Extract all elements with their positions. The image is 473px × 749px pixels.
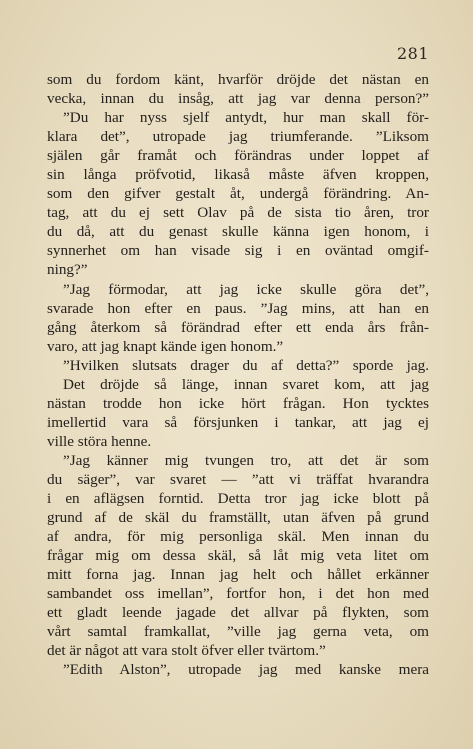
text-line: tag, att du ej sett Olav på de sista tio åren, tror [47, 204, 429, 222]
text-line: du säger”, var svaret — ”att vi träffat hvarandra [47, 470, 429, 488]
text-line: ”Hvilken slutsats drager du af detta?” sporde jag. [63, 356, 429, 374]
text-line: ett gladt leende jagade det allvar på flykten, som [47, 604, 429, 622]
text-line: ”Du har nyss sjelf antydt, hur man skall för- [63, 109, 429, 127]
text-line: i en aflägsen forntid. Detta tror jag icke blott på [47, 490, 429, 508]
text-line: klara det”, utropade jag triumferande. ”Liksom [47, 128, 429, 146]
text-line: ville störa henne. [47, 432, 152, 450]
text-line: varo, att jag knapt kände igen honom.” [47, 337, 284, 355]
text-line: svarade hon efter en paus. ”Jag mins, att han en [47, 299, 429, 317]
text-line: ning?” [47, 261, 88, 279]
text-line: gång återkom så förändrad efter ett enda års från- [47, 318, 429, 336]
text-line: af andra, för mig personliga skäl. Men innan du [47, 528, 429, 546]
text-line: imellertid vara så försjunken i tankar, att jag ej [47, 413, 429, 431]
text-line: sambandet oss imellan”, fortfor hon, i det hon med [47, 585, 429, 603]
text-line: synnerhet om han visade sig i en oväntad omgif- [47, 242, 429, 260]
text-line: ”Jag förmodar, att jag icke skulle göra det”, [63, 280, 429, 298]
text-line: det är något att vara stolt öfver eller tvärtom.” [47, 642, 326, 660]
text-line: som den gifver gestalt åt, undergå förändring. An- [47, 185, 429, 203]
text-line: ”Edith Alston”, utropade jag med kanske mera [63, 661, 429, 679]
body-text [47, 70, 429, 680]
text-line: du då, att du genast skulle känna igen honom, i [47, 223, 429, 241]
text-line: grund af de skäl du framställt, utan äfven på grund [47, 509, 429, 527]
text-line: själen går framåt och förändras under loppet af [47, 147, 429, 165]
text-line: mitt forna jag. Innan jag helt och hållet erkänner [47, 566, 429, 584]
text-line: frågar mig om dessa skäl, så låt mig veta litet om [47, 547, 429, 565]
text-line: nästan trodde hon icke hört frågan. Hon tycktes [47, 394, 429, 412]
text-line: som du fordom känt, hvarför dröjde det nästan en [47, 71, 429, 88]
text-line: sin långa pröfvotid, likaså måste äfven kroppen, [47, 166, 429, 184]
text-line: Det dröjde så länge, innan svaret kom, att jag [63, 375, 429, 393]
text-line: vårt samtal framkallat, ”ville jag gerna veta, om [47, 623, 429, 641]
page-number: 281 [396, 44, 429, 63]
text-line: ”Jag känner mig tvungen tro, att det är som [63, 451, 429, 469]
text-line: vecka, innan du insåg, att jag var denna person?” [47, 90, 429, 108]
